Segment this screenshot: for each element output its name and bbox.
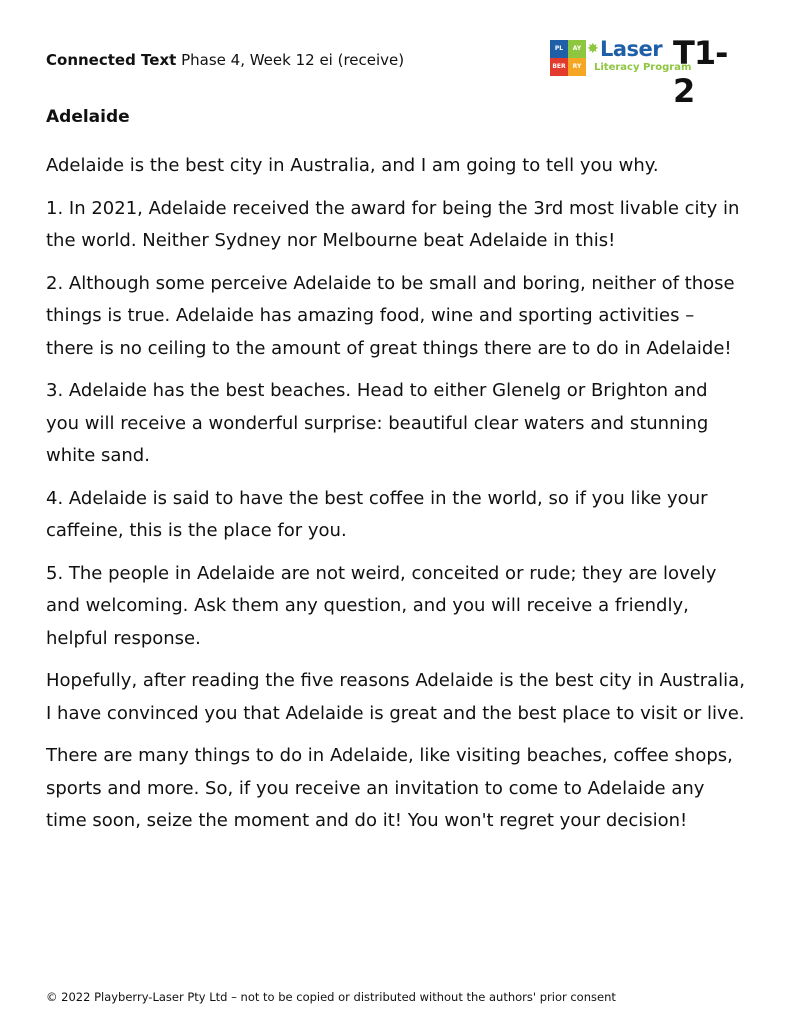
paragraph: 5. The people in Adelaide are not weird, conceited or rude; they are lovely and welcoming. Ask them any question, and you will receive a friendly, helpful response. (46, 562, 717, 649)
header-lesson: Phase 4, Week 12 ei (receive) (181, 51, 405, 69)
logo-level: T1-2 (673, 34, 728, 110)
text-body (46, 150, 746, 848)
playberry-grid-icon (550, 40, 586, 76)
logo-cell: PL (550, 40, 568, 58)
paragraph: 2. Although some perceive Adelaide to be small and boring, neither of those things is true. Adelaide has amazing food, wine and sporting activities – there is no ceiling to the amount of great things there are to do in Adelaide! (46, 272, 735, 359)
logo-cell: BER (550, 58, 568, 76)
document-header (46, 50, 404, 70)
laser-literacy-logo (550, 34, 740, 110)
logo-brand: Laser (600, 37, 663, 61)
paragraph: 4. Adelaide is said to have the best coffee in the world, so if you like your caffeine, this is the place for you. (46, 487, 708, 541)
header-label: Connected Text (46, 51, 177, 69)
copyright-footer: © 2022 Playberry-Laser Pty Ltd – not to be copied or distributed without the authors' prior consent (46, 990, 616, 1004)
paragraph: Adelaide is the best city in Australia, and I am going to tell you why. (46, 155, 659, 176)
page-title: Adelaide (46, 107, 130, 127)
logo-cell: AY (568, 40, 586, 58)
paragraph: 3. Adelaide has the best beaches. Head to either Glenelg or Brighton and you will receive a wonderful surprise: beautiful clear waters and stunning white sand. (46, 380, 709, 466)
logo-subtitle: Literacy Program (594, 62, 692, 73)
paragraph: There are many things to do in Adelaide, like visiting beaches, coffee shops, sports and more. So, if you receive an invitation to come to Adelaide any time soon, seize the moment and do it! You won't regret your decision! (46, 745, 733, 831)
logo-cell: RY (568, 58, 586, 76)
paragraph: 1. In 2021, Adelaide received the award for being the 3rd most livable city in the world. Neither Sydney nor Melbourne beat Adelaide in this! (46, 197, 740, 251)
sun-icon: ✸ (587, 41, 599, 57)
paragraph: Hopefully, after reading the five reasons Adelaide is the best city in Australia, I have convinced you that Adelaide is great and the best place to visit or live. (46, 670, 745, 724)
